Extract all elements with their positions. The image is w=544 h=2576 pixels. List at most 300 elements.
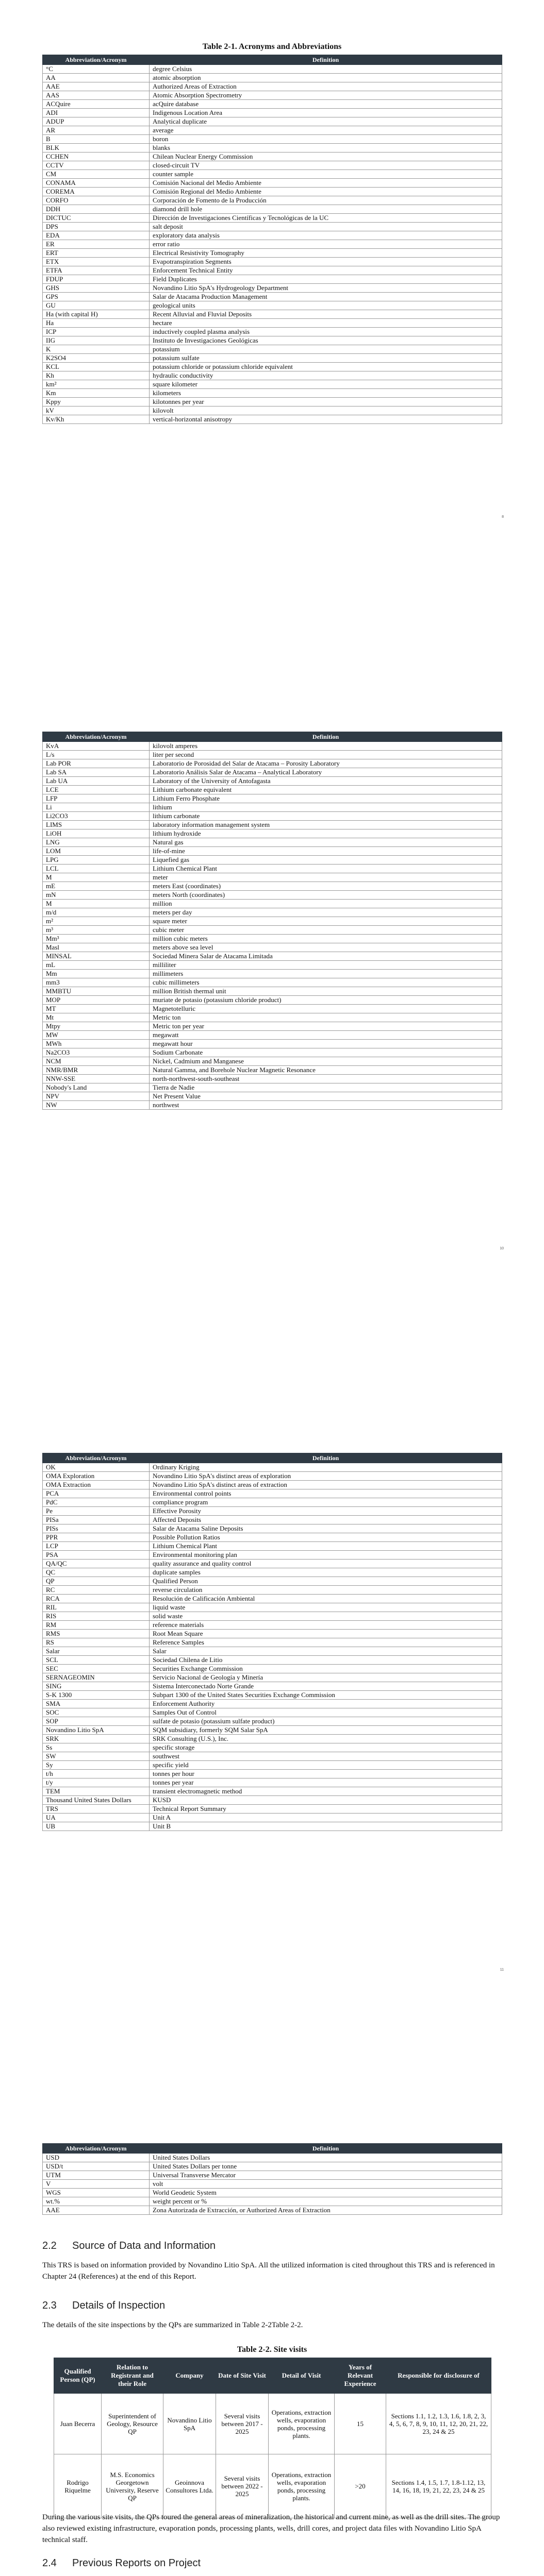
column-header: Years of Relevant Experience bbox=[335, 2358, 386, 2394]
section-2-3-heading bbox=[42, 2300, 165, 2312]
table-row bbox=[43, 2206, 502, 2215]
page-4 bbox=[0, 2102, 544, 2576]
table-row bbox=[43, 1516, 502, 1524]
abbreviation-cell: mm3 bbox=[43, 978, 150, 987]
definition-cell: Nickel, Cadmium and Manganese bbox=[150, 1057, 502, 1066]
definition-cell: Novandino Litio SpA's distinct areas of exploration bbox=[150, 1472, 502, 1481]
definition-cell: World Geodetic System bbox=[150, 2189, 502, 2197]
site-visit-row bbox=[54, 2394, 491, 2454]
table-row bbox=[43, 126, 502, 135]
table-row bbox=[43, 1673, 502, 1682]
table-row bbox=[43, 1031, 502, 1040]
table-row bbox=[43, 1735, 502, 1743]
table-row bbox=[43, 152, 502, 161]
table-header-row bbox=[43, 732, 502, 742]
table-row bbox=[43, 1075, 502, 1083]
definition-cell: exploratory data analysis bbox=[150, 231, 502, 240]
abbreviation-cell: PdC bbox=[43, 1498, 150, 1507]
abbreviation-cell: Km bbox=[43, 389, 150, 398]
abbreviation-cell: UB bbox=[43, 1822, 150, 1831]
table-row bbox=[43, 354, 502, 363]
table-row bbox=[43, 768, 502, 777]
definition-cell: Natural Gamma, and Borehole Nuclear Magnetic Resonance bbox=[150, 1066, 502, 1075]
definition-cell: north-northwest-south-southeast bbox=[150, 1075, 502, 1083]
table-row bbox=[43, 1717, 502, 1726]
definition-cell: Environmental control points bbox=[150, 1489, 502, 1498]
abbreviation-cell: MWh bbox=[43, 1040, 150, 1048]
table-row bbox=[43, 1612, 502, 1621]
table-row bbox=[43, 1665, 502, 1673]
abbreviation-cell: S-K 1300 bbox=[43, 1691, 150, 1700]
abbreviation-cell: K2SO4 bbox=[43, 354, 150, 363]
abbreviation-cell: t/h bbox=[43, 1770, 150, 1778]
table-row bbox=[43, 1013, 502, 1022]
definition-cell: potassium bbox=[150, 345, 502, 354]
table-row bbox=[43, 1805, 502, 1814]
abbreviation-cell: Lab SA bbox=[43, 768, 150, 777]
definition-cell: Enforcement Authority bbox=[150, 1700, 502, 1708]
definition-cell: diamond drill hole bbox=[150, 205, 502, 214]
table-row bbox=[43, 2162, 502, 2171]
abbreviation-cell: CM bbox=[43, 170, 150, 179]
definition-cell: millimeters bbox=[150, 970, 502, 978]
definition-cell: Samples Out of Control bbox=[150, 1708, 502, 1717]
table-row bbox=[43, 900, 502, 908]
table-row bbox=[43, 1005, 502, 1013]
site-visit-cell: Sections 1.1, 1.2, 1.3, 1.6, 1.8, 2, 3, 4, 5, 6, 7, 8, 9, 10, 11, 12, 20, 21, 22, 23, 24 & 25 bbox=[386, 2394, 491, 2454]
table-row bbox=[43, 1560, 502, 1568]
site-visits-table bbox=[54, 2358, 491, 2518]
abbreviation-cell: AAS bbox=[43, 91, 150, 100]
page-3 bbox=[0, 1412, 544, 2102]
column-header: Qualified Person (QP) bbox=[54, 2358, 102, 2394]
page-number: 8 bbox=[502, 515, 504, 519]
abbreviation-cell: GPS bbox=[43, 293, 150, 301]
table-row bbox=[43, 135, 502, 144]
definition-cell: Tierra de Nadie bbox=[150, 1083, 502, 1092]
definition-cell: Authorized Areas of Extraction bbox=[150, 82, 502, 91]
table-row bbox=[43, 794, 502, 803]
definition-cell: Salar bbox=[150, 1647, 502, 1656]
table-row bbox=[43, 2154, 502, 2162]
table-row bbox=[43, 1533, 502, 1542]
visit-description-paragraph: During the various site visits, the QPs toured the general areas of mineralization, the historical and current mine, as well as the drill sites. The group also reviewed existing infrastructure, evaporation ponds, processing plants, wells, drill cores, and project data files with Novandino Litio SpA technical staff. bbox=[42, 2513, 500, 2544]
definition-cell: Metric ton per year bbox=[150, 1022, 502, 1031]
definition-cell: southwest bbox=[150, 1752, 502, 1761]
section-2-2-paragraph: This TRS is based on information provided by Novandino Litio SpA. All the utilized information is cited throughout this TRS and is referenced in Chapter 24 (References) at the end of this Report. bbox=[42, 2261, 495, 2281]
table-2-1-title: Table 2-1. Acronyms and Abbreviations bbox=[202, 42, 342, 51]
table-row bbox=[43, 838, 502, 847]
definition-cell: salt deposit bbox=[150, 223, 502, 231]
definition-cell: Possible Pollution Ratios bbox=[150, 1533, 502, 1542]
abbreviation-cell: TRS bbox=[43, 1805, 150, 1814]
abbreviation-cell: Mt bbox=[43, 1013, 150, 1022]
definition-cell: meters per day bbox=[150, 908, 502, 917]
table-row bbox=[43, 1708, 502, 1717]
section-2-4-heading bbox=[42, 2557, 201, 2569]
definition-cell: Instituto de Investigaciones Geológicas bbox=[150, 336, 502, 345]
table-row bbox=[43, 345, 502, 354]
definition-cell: reference materials bbox=[150, 1621, 502, 1630]
table-row bbox=[43, 891, 502, 900]
table-row bbox=[43, 293, 502, 301]
definition-cell: Laboratorio Análisis Salar de Atacama – Analytical Laboratory bbox=[150, 768, 502, 777]
table-row bbox=[43, 1507, 502, 1516]
table-row bbox=[43, 1048, 502, 1057]
section-title: Details of Inspection bbox=[72, 2300, 166, 2311]
abbreviation-cell: OMA Exploration bbox=[43, 1472, 150, 1481]
definition-cell: laboratory information management system bbox=[150, 821, 502, 829]
abbreviation-cell: QA/QC bbox=[43, 1560, 150, 1568]
abbreviations-table-part-3 bbox=[42, 1453, 502, 1831]
abbreviation-cell: ICP bbox=[43, 328, 150, 336]
definition-cell: Corporación de Fomento de la Producción bbox=[150, 196, 502, 205]
table-row bbox=[43, 1691, 502, 1700]
definition-cell: Zona Autorizada de Extracción, or Authorized Areas of Extraction bbox=[150, 2206, 502, 2215]
table-row bbox=[43, 1647, 502, 1656]
table-row bbox=[43, 759, 502, 768]
definition-cell: kilotonnes per year bbox=[150, 398, 502, 406]
definition-cell: liter per second bbox=[150, 751, 502, 759]
table-row bbox=[43, 873, 502, 882]
table-row bbox=[43, 65, 502, 74]
table-row bbox=[43, 2189, 502, 2197]
table-row bbox=[43, 943, 502, 952]
table-row bbox=[43, 249, 502, 258]
abbreviation-cell: ERT bbox=[43, 249, 150, 258]
definition-cell: Lithium carbonate equivalent bbox=[150, 786, 502, 794]
definition-cell: Novandino Litio SpA's distinct areas of extraction bbox=[150, 1481, 502, 1489]
abbreviation-cell: km² bbox=[43, 380, 150, 389]
definition-cell: liquid waste bbox=[150, 1603, 502, 1612]
definition-cell: square meter bbox=[150, 917, 502, 926]
definition-cell: Enforcement Technical Entity bbox=[150, 266, 502, 275]
table-row bbox=[43, 1040, 502, 1048]
table-row bbox=[43, 398, 502, 406]
definition-cell: Net Present Value bbox=[150, 1092, 502, 1101]
abbreviation-cell: kV bbox=[43, 406, 150, 415]
definition-cell: Subpart 1300 of the United States Securities Exchange Commission bbox=[150, 1691, 502, 1700]
definition-cell: Lithium Ferro Phosphate bbox=[150, 794, 502, 803]
table-row bbox=[43, 1796, 502, 1805]
table-row bbox=[43, 170, 502, 179]
table-row bbox=[43, 1621, 502, 1630]
abbreviation-cell: PSA bbox=[43, 1551, 150, 1560]
abbreviation-cell: Kv/Kh bbox=[43, 415, 150, 424]
definition-cell: error ratio bbox=[150, 240, 502, 249]
table-row bbox=[43, 1568, 502, 1577]
definition-cell: hydraulic conductivity bbox=[150, 371, 502, 380]
abbreviation-cell: TEM bbox=[43, 1787, 150, 1796]
abbreviation-cell: LOM bbox=[43, 847, 150, 856]
table-row bbox=[43, 1778, 502, 1787]
definition-cell: Sociedad Minera Salar de Atacama Limitada bbox=[150, 952, 502, 961]
abbreviation-cell: Salar bbox=[43, 1647, 150, 1656]
definition-cell: million British thermal unit bbox=[150, 987, 502, 996]
definition-cell: tonnes per year bbox=[150, 1778, 502, 1787]
definition-cell: Laboratorio de Porosidad del Salar de Atacama – Porosity Laboratory bbox=[150, 759, 502, 768]
abbreviation-cell: SRK bbox=[43, 1735, 150, 1743]
column-header-definition: Definition bbox=[150, 2144, 502, 2154]
abbreviation-cell: RCA bbox=[43, 1595, 150, 1603]
abbreviation-cell: K bbox=[43, 345, 150, 354]
table-header-row bbox=[43, 55, 502, 65]
definition-cell: Laboratory of the University of Antofagasta bbox=[150, 777, 502, 786]
table-row bbox=[43, 865, 502, 873]
definition-cell: boron bbox=[150, 135, 502, 144]
abbreviation-cell: SCL bbox=[43, 1656, 150, 1665]
abbreviation-cell: m/d bbox=[43, 908, 150, 917]
abbreviation-cell: ADUP bbox=[43, 117, 150, 126]
abbreviation-cell: PPR bbox=[43, 1533, 150, 1542]
definition-cell: Comisión Regional del Medio Ambiente bbox=[150, 188, 502, 196]
definition-cell: degree Celsius bbox=[150, 65, 502, 74]
definition-cell: million bbox=[150, 900, 502, 908]
definition-cell: cubic millimeters bbox=[150, 978, 502, 987]
table-row bbox=[43, 1630, 502, 1638]
table-row bbox=[43, 970, 502, 978]
abbreviation-cell: Kppy bbox=[43, 398, 150, 406]
table-row bbox=[43, 1022, 502, 1031]
table-row bbox=[43, 188, 502, 196]
abbreviation-cell: LCE bbox=[43, 786, 150, 794]
table-row bbox=[43, 908, 502, 917]
site-visit-cell: Operations, extraction wells, evaporation ponds, processing plants. bbox=[269, 2394, 335, 2454]
table-row bbox=[43, 310, 502, 319]
site-visit-cell: M.S. Economics Georgetown University, Reserve QP bbox=[102, 2454, 163, 2518]
table-row bbox=[43, 1066, 502, 1075]
table-row bbox=[43, 1489, 502, 1498]
abbreviation-cell: SMA bbox=[43, 1700, 150, 1708]
definition-cell: closed-circuit TV bbox=[150, 161, 502, 170]
table-row bbox=[43, 371, 502, 380]
definition-cell: tonnes per hour bbox=[150, 1770, 502, 1778]
abbreviation-cell: RM bbox=[43, 1621, 150, 1630]
section-number: 2.4 bbox=[42, 2557, 57, 2569]
table-row bbox=[43, 1761, 502, 1770]
definition-cell: Reference Samples bbox=[150, 1638, 502, 1647]
abbreviation-cell: OK bbox=[43, 1463, 150, 1472]
definition-cell: blanks bbox=[150, 144, 502, 152]
table-row bbox=[43, 829, 502, 838]
abbreviation-cell: MW bbox=[43, 1031, 150, 1040]
page-number: 11 bbox=[500, 1968, 504, 1972]
section-number: 2.2 bbox=[42, 2240, 57, 2251]
definition-cell: Atomic Absorption Spectrometry bbox=[150, 91, 502, 100]
abbreviation-cell: COREMA bbox=[43, 188, 150, 196]
abbreviation-cell: UA bbox=[43, 1814, 150, 1822]
abbreviation-cell: Lab POR bbox=[43, 759, 150, 768]
definition-cell: Field Duplicates bbox=[150, 275, 502, 284]
abbreviation-cell: DPS bbox=[43, 223, 150, 231]
table-row bbox=[43, 117, 502, 126]
abbreviation-cell: mN bbox=[43, 891, 150, 900]
table-header-row bbox=[43, 1453, 502, 1463]
definition-cell: Unit B bbox=[150, 1822, 502, 1831]
definition-cell: United States Dollars bbox=[150, 2154, 502, 2162]
column-header: Detail of Visit bbox=[269, 2358, 335, 2394]
table-row bbox=[43, 363, 502, 371]
site-visit-cell: 15 bbox=[335, 2394, 386, 2454]
definition-cell: specific yield bbox=[150, 1761, 502, 1770]
abbreviation-cell: ETX bbox=[43, 258, 150, 266]
table-row bbox=[43, 319, 502, 328]
definition-cell: transient electromagnetic method bbox=[150, 1787, 502, 1796]
definition-cell: SRK Consulting (U.S.), Inc. bbox=[150, 1735, 502, 1743]
definition-cell: meters East (coordinates) bbox=[150, 882, 502, 891]
abbreviations-table-part-2 bbox=[42, 732, 502, 1110]
definition-cell: Indigenous Location Area bbox=[150, 109, 502, 117]
column-header: Relation to Registrant and their Role bbox=[102, 2358, 163, 2394]
table-row bbox=[43, 821, 502, 829]
abbreviation-cell: AAE bbox=[43, 82, 150, 91]
abbreviation-cell: NNW-SSE bbox=[43, 1075, 150, 1083]
abbreviation-cell: Mtpy bbox=[43, 1022, 150, 1031]
abbreviation-cell: Mm³ bbox=[43, 935, 150, 943]
abbreviation-cell: SOP bbox=[43, 1717, 150, 1726]
definition-cell: vertical-horizontal anisotropy bbox=[150, 415, 502, 424]
definition-cell: Resolución de Calificación Ambiental bbox=[150, 1595, 502, 1603]
table-row bbox=[43, 223, 502, 231]
definition-cell: meter bbox=[150, 873, 502, 882]
definition-cell: Root Mean Square bbox=[150, 1630, 502, 1638]
page-2 bbox=[0, 690, 544, 1412]
table-row bbox=[43, 1551, 502, 1560]
table-row bbox=[43, 240, 502, 249]
abbreviation-cell: RIS bbox=[43, 1612, 150, 1621]
site-visit-cell: Juan Becerra bbox=[54, 2394, 102, 2454]
definition-cell: Dirección de Investigaciones Científicas y Tecnológicas de la UC bbox=[150, 214, 502, 223]
abbreviation-cell: Sy bbox=[43, 1761, 150, 1770]
table-row bbox=[43, 751, 502, 759]
definition-cell: million cubic meters bbox=[150, 935, 502, 943]
definition-cell: hectare bbox=[150, 319, 502, 328]
abbreviation-cell: CCHEN bbox=[43, 152, 150, 161]
table-row bbox=[43, 917, 502, 926]
abbreviation-cell: SOC bbox=[43, 1708, 150, 1717]
table-row bbox=[43, 275, 502, 284]
definition-cell: northwest bbox=[150, 1101, 502, 1110]
definition-cell: square kilometer bbox=[150, 380, 502, 389]
table-row bbox=[43, 231, 502, 240]
table-row bbox=[43, 742, 502, 751]
abbreviation-cell: LCL bbox=[43, 865, 150, 873]
definition-cell: Magnetotelluric bbox=[150, 1005, 502, 1013]
column-header-abbreviation: Abbreviation/Acronym bbox=[43, 732, 150, 742]
abbreviation-cell: GHS bbox=[43, 284, 150, 293]
table-row bbox=[43, 1682, 502, 1691]
abbreviation-cell: QC bbox=[43, 1568, 150, 1577]
abbreviation-cell: LIMS bbox=[43, 821, 150, 829]
definition-cell: megawatt hour bbox=[150, 1040, 502, 1048]
definition-cell: average bbox=[150, 126, 502, 135]
column-header-abbreviation: Abbreviation/Acronym bbox=[43, 2144, 150, 2154]
table-row bbox=[43, 1092, 502, 1101]
table-row bbox=[43, 1656, 502, 1665]
table-row bbox=[43, 100, 502, 109]
table-row bbox=[43, 961, 502, 970]
abbreviation-cell: PCA bbox=[43, 1489, 150, 1498]
table-row bbox=[43, 882, 502, 891]
table-row bbox=[43, 2197, 502, 2206]
table-row bbox=[43, 786, 502, 794]
definition-cell: quality assurance and quality control bbox=[150, 1560, 502, 1568]
definition-cell: muriate de potasio (potassium chloride product) bbox=[150, 996, 502, 1005]
table-header-row bbox=[43, 2144, 502, 2154]
table-row bbox=[43, 415, 502, 424]
table-row bbox=[43, 847, 502, 856]
abbreviation-cell: CONAMA bbox=[43, 179, 150, 188]
table-row bbox=[43, 1057, 502, 1066]
table-row bbox=[43, 179, 502, 188]
abbreviation-cell: ER bbox=[43, 240, 150, 249]
abbreviation-cell: Nobody's Land bbox=[43, 1083, 150, 1092]
definition-cell: weight percent or % bbox=[150, 2197, 502, 2206]
abbreviation-cell: t/y bbox=[43, 1778, 150, 1787]
definition-cell: kilovolt bbox=[150, 406, 502, 415]
abbreviation-cell: DDH bbox=[43, 205, 150, 214]
table-row bbox=[43, 1463, 502, 1472]
definition-cell: Liquefied gas bbox=[150, 856, 502, 865]
abbreviation-cell: SING bbox=[43, 1682, 150, 1691]
site-visit-cell: Rodrigo Riquelme bbox=[54, 2454, 102, 2518]
definition-cell: SQM subsidiary, formerly SQM Salar SpA bbox=[150, 1726, 502, 1735]
site-visit-cell: Several visits between 2022 - 2025 bbox=[216, 2454, 269, 2518]
table-row bbox=[43, 1743, 502, 1752]
abbreviation-cell: Thousand United States Dollars bbox=[43, 1796, 150, 1805]
definition-cell: inductively coupled plasma analysis bbox=[150, 328, 502, 336]
definition-cell: Qualified Person bbox=[150, 1577, 502, 1586]
table-2-2-title: Table 2-2. Site visits bbox=[237, 2345, 307, 2354]
abbreviation-cell: M bbox=[43, 900, 150, 908]
definition-cell: Recent Alluvial and Fluvial Deposits bbox=[150, 310, 502, 319]
abbreviation-cell: L/s bbox=[43, 751, 150, 759]
abbreviation-cell: FDUP bbox=[43, 275, 150, 284]
section-number: 2.3 bbox=[42, 2300, 57, 2311]
page-number: 10 bbox=[500, 1247, 504, 1250]
table-row bbox=[43, 777, 502, 786]
section-title: Source of Data and Information bbox=[72, 2240, 216, 2251]
definition-cell: Affected Deposits bbox=[150, 1516, 502, 1524]
abbreviation-cell: GU bbox=[43, 301, 150, 310]
definition-cell: counter sample bbox=[150, 170, 502, 179]
table-row bbox=[43, 1595, 502, 1603]
abbreviation-cell: Li bbox=[43, 803, 150, 812]
abbreviation-cell: BLK bbox=[43, 144, 150, 152]
definition-cell: meters North (coordinates) bbox=[150, 891, 502, 900]
abbreviation-cell: mE bbox=[43, 882, 150, 891]
abbreviation-cell: Lab UA bbox=[43, 777, 150, 786]
table-row bbox=[43, 1770, 502, 1778]
definition-cell: reverse circulation bbox=[150, 1586, 502, 1595]
abbreviation-cell: ACQuire bbox=[43, 100, 150, 109]
abbreviation-cell: RMS bbox=[43, 1630, 150, 1638]
table-row bbox=[43, 389, 502, 398]
definition-cell: acQuire database bbox=[150, 100, 502, 109]
abbreviation-cell: WGS bbox=[43, 2189, 150, 2197]
abbreviation-cell: LFP bbox=[43, 794, 150, 803]
table-row bbox=[43, 2171, 502, 2180]
definition-cell: meters above sea level bbox=[150, 943, 502, 952]
table-row bbox=[43, 144, 502, 152]
abbreviation-cell: NPV bbox=[43, 1092, 150, 1101]
abbreviation-cell: PISa bbox=[43, 1516, 150, 1524]
definition-cell: KUSD bbox=[150, 1796, 502, 1805]
table-row bbox=[43, 935, 502, 943]
abbreviation-cell: KCL bbox=[43, 363, 150, 371]
table-row bbox=[43, 74, 502, 82]
table-row bbox=[43, 1481, 502, 1489]
